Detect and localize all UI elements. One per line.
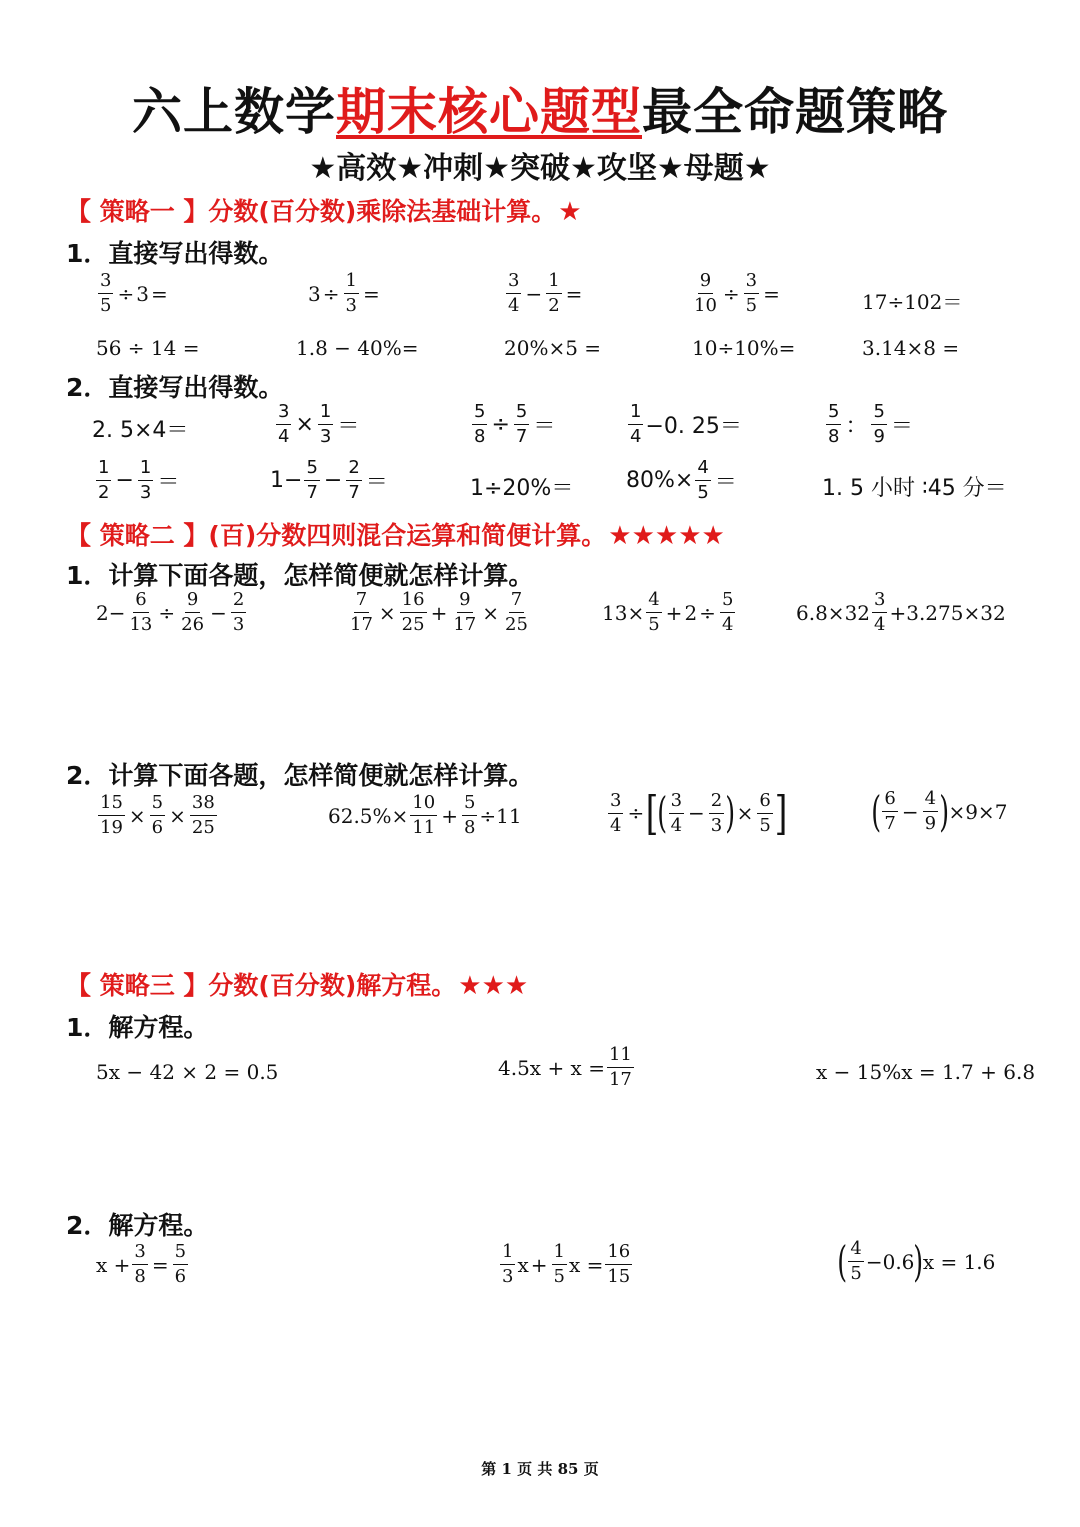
problem bbox=[690, 272, 782, 315]
difficulty-stars: ★★★★★ bbox=[608, 521, 725, 551]
fraction bbox=[757, 789, 772, 836]
fraction-numerator: 5 bbox=[720, 591, 735, 613]
fraction bbox=[872, 591, 887, 634]
problem bbox=[504, 272, 584, 315]
fraction bbox=[98, 794, 125, 837]
fraction bbox=[506, 272, 521, 315]
fraction bbox=[744, 272, 759, 315]
fraction-numerator: 1 bbox=[318, 403, 333, 425]
term: 3 bbox=[308, 281, 321, 306]
fraction-denominator: 25 bbox=[505, 614, 528, 635]
strategy-label: 【 策略三 】分数(百分数)解方程。 bbox=[66, 971, 457, 1000]
equation bbox=[498, 1046, 636, 1089]
fraction bbox=[552, 1243, 567, 1286]
fraction-denominator: 6 bbox=[151, 817, 164, 838]
operator: × bbox=[128, 803, 146, 828]
problem: 3.14×8 = bbox=[862, 336, 960, 360]
fraction-denominator: 3 bbox=[139, 482, 152, 503]
term: 13× bbox=[602, 600, 645, 625]
operator: − bbox=[323, 468, 343, 493]
fraction-numerator: 1 bbox=[500, 1243, 515, 1265]
fraction-denominator: 2 bbox=[98, 482, 110, 503]
fraction-numerator: 5 bbox=[304, 459, 319, 481]
operator: ＝ bbox=[533, 414, 556, 439]
fraction-denominator: 8 bbox=[828, 426, 840, 447]
operator: ＝ bbox=[157, 470, 180, 495]
operator: − bbox=[525, 281, 543, 306]
problem: 1. 5 小时 ∶45 分＝ bbox=[822, 476, 1007, 501]
fraction-denominator: 19 bbox=[100, 817, 123, 838]
fraction-numerator: 3 bbox=[608, 792, 623, 814]
title-text: 六上数学 bbox=[132, 83, 336, 141]
problem bbox=[96, 591, 248, 634]
fraction-denominator: 4 bbox=[508, 295, 520, 316]
fraction-denominator: 6 bbox=[174, 1266, 187, 1287]
operator: × bbox=[378, 600, 396, 625]
question-heading: 1．计算下面各题，怎样简便就怎样计算。 bbox=[66, 561, 534, 590]
operator: ÷ bbox=[699, 600, 716, 625]
operator: ＝ bbox=[365, 470, 388, 495]
question-heading: 2．解方程。 bbox=[66, 1211, 209, 1240]
fraction-numerator: 11 bbox=[607, 1046, 634, 1068]
problem bbox=[274, 403, 361, 446]
fraction-denominator: 7 bbox=[884, 813, 896, 834]
bracket: ) bbox=[725, 788, 736, 837]
fraction-denominator: 5 bbox=[759, 814, 771, 836]
operator: × bbox=[736, 801, 754, 825]
fraction-numerator: 5 bbox=[514, 403, 529, 425]
fraction-denominator: 5 bbox=[850, 1263, 862, 1284]
fraction-denominator: 7 bbox=[348, 482, 360, 503]
operator: − bbox=[210, 600, 227, 625]
operator: ＝ bbox=[337, 414, 360, 439]
term: 62.5%× bbox=[328, 803, 409, 828]
fraction-denominator: 10 bbox=[694, 295, 717, 316]
operator: ÷ bbox=[322, 281, 340, 306]
fraction-numerator: 9 bbox=[457, 591, 472, 613]
strategy-1-heading bbox=[66, 192, 582, 228]
operator: = bbox=[150, 281, 168, 306]
problem bbox=[606, 786, 788, 840]
fraction-denominator: 13 bbox=[129, 614, 153, 635]
fraction-numerator: 9 bbox=[185, 591, 200, 613]
fraction bbox=[472, 403, 487, 446]
term: −0.6 bbox=[865, 1249, 915, 1274]
fraction-numerator: 5 bbox=[462, 794, 477, 816]
fraction-numerator: 38 bbox=[190, 794, 217, 816]
fraction-denominator: 11 bbox=[412, 817, 436, 838]
operator: = bbox=[151, 1252, 169, 1277]
fraction-numerator: 1 bbox=[546, 272, 561, 294]
page-title bbox=[0, 72, 1080, 144]
problem bbox=[796, 591, 1006, 634]
operator: + bbox=[530, 1252, 548, 1277]
fraction-denominator: 5 bbox=[648, 614, 660, 635]
fraction bbox=[344, 272, 359, 315]
fraction-denominator: 3 bbox=[345, 295, 357, 316]
term: 2 bbox=[684, 600, 698, 625]
fraction-numerator: 1 bbox=[138, 459, 153, 481]
title-highlight: 期末核心题型 bbox=[336, 83, 642, 141]
fraction-denominator: 3 bbox=[232, 614, 245, 635]
question-heading: 1．直接写出得数。 bbox=[66, 239, 284, 268]
term: x + bbox=[96, 1252, 131, 1277]
fraction bbox=[692, 272, 719, 315]
fraction-denominator: 7 bbox=[515, 426, 528, 447]
fraction bbox=[546, 272, 561, 315]
fraction bbox=[451, 591, 478, 634]
operator: × bbox=[295, 412, 314, 437]
fraction-numerator: 4 bbox=[695, 459, 710, 481]
fraction bbox=[500, 1243, 515, 1286]
operator: − bbox=[901, 799, 919, 824]
fraction bbox=[882, 790, 897, 833]
fraction bbox=[923, 790, 938, 833]
fraction-numerator: 6 bbox=[757, 792, 772, 814]
problem bbox=[626, 403, 742, 446]
fraction-numerator: 3 bbox=[132, 1243, 147, 1265]
fraction-numerator: 5 bbox=[871, 403, 886, 425]
problem bbox=[96, 272, 170, 315]
fraction bbox=[607, 1046, 634, 1089]
fraction bbox=[348, 591, 375, 634]
title-text: 最全命题策略 bbox=[642, 83, 948, 141]
fraction-denominator: 4 bbox=[874, 614, 886, 635]
problem bbox=[308, 272, 382, 315]
problem: 1÷20%＝ bbox=[470, 476, 574, 501]
operator: ＝ bbox=[890, 414, 913, 439]
fraction bbox=[304, 459, 319, 502]
fraction-numerator: 16 bbox=[605, 1243, 632, 1265]
page-subtitle: ★高效★冲刺★突破★攻坚★母题★ bbox=[309, 151, 771, 186]
fraction-numerator: 5 bbox=[826, 403, 841, 425]
fraction bbox=[173, 1243, 188, 1286]
operator: × bbox=[169, 803, 186, 828]
equation bbox=[498, 1243, 634, 1286]
fraction-denominator: 17 bbox=[608, 1069, 632, 1090]
fraction-denominator: 3 bbox=[710, 814, 723, 836]
fraction-denominator: 4 bbox=[670, 814, 683, 836]
problem bbox=[328, 794, 522, 837]
term: x bbox=[517, 1252, 529, 1277]
fraction-numerator: 4 bbox=[923, 790, 938, 812]
fraction bbox=[400, 591, 427, 634]
fraction-numerator: 2 bbox=[231, 591, 246, 613]
fraction-denominator: 9 bbox=[873, 426, 885, 447]
fraction-denominator: 3 bbox=[319, 426, 332, 447]
fraction bbox=[410, 794, 437, 837]
fraction-denominator: 5 bbox=[697, 482, 709, 503]
operator: = bbox=[565, 281, 583, 306]
problem bbox=[871, 786, 1008, 836]
fraction-denominator: 4 bbox=[721, 614, 734, 635]
operator: ÷ bbox=[117, 281, 135, 306]
fraction-numerator: 3 bbox=[276, 403, 291, 425]
fraction-numerator: 3 bbox=[669, 792, 684, 814]
fraction bbox=[346, 459, 361, 502]
term: −0. 25＝ bbox=[645, 414, 742, 439]
problem bbox=[824, 403, 915, 446]
bracket: ( bbox=[837, 1236, 848, 1286]
term: x = 1.6 bbox=[922, 1249, 996, 1274]
operator: − bbox=[688, 801, 705, 825]
question-heading: 2．计算下面各题，怎样简便就怎样计算。 bbox=[66, 761, 534, 790]
fraction-denominator: 3 bbox=[502, 1266, 514, 1287]
fraction-numerator: 6 bbox=[133, 591, 148, 613]
problem: 1.8 − 40%= bbox=[296, 336, 419, 360]
term: 6.8×32 bbox=[796, 600, 871, 625]
fraction-denominator: 26 bbox=[181, 614, 205, 635]
fraction-numerator: 6 bbox=[882, 790, 897, 812]
operator: = bbox=[362, 281, 380, 306]
fraction-numerator: 16 bbox=[400, 591, 427, 613]
fraction-numerator: 5 bbox=[173, 1243, 188, 1265]
bracket: ( bbox=[871, 786, 882, 836]
fraction-denominator: 15 bbox=[607, 1266, 631, 1287]
term: 2− bbox=[96, 600, 126, 625]
fraction bbox=[848, 1240, 863, 1283]
problem: 20%×5 = bbox=[504, 336, 602, 360]
problem: 17÷102＝ bbox=[862, 290, 963, 314]
problem bbox=[94, 459, 181, 502]
term: 1− bbox=[270, 468, 303, 493]
fraction bbox=[871, 403, 886, 446]
fraction-numerator: 2 bbox=[346, 459, 361, 481]
fraction-numerator: 3 bbox=[744, 272, 759, 294]
fraction bbox=[96, 459, 111, 502]
fraction-numerator: 7 bbox=[509, 591, 524, 613]
operator: + bbox=[430, 600, 448, 625]
fraction-numerator: 4 bbox=[848, 1240, 863, 1262]
fraction bbox=[318, 403, 333, 446]
term: ÷11 bbox=[479, 803, 522, 828]
fraction bbox=[98, 272, 113, 315]
fraction bbox=[150, 794, 165, 837]
term: x = bbox=[568, 1252, 604, 1277]
problem bbox=[602, 591, 737, 634]
term: 3 bbox=[136, 281, 149, 306]
term: +3.275×32 bbox=[889, 600, 1006, 625]
fraction-numerator: 1 bbox=[628, 403, 643, 425]
problem bbox=[96, 794, 219, 837]
fraction bbox=[514, 403, 529, 446]
fraction bbox=[669, 789, 684, 836]
bracket: ) bbox=[939, 786, 950, 836]
fraction-denominator: 4 bbox=[278, 426, 290, 447]
fraction-numerator: 3 bbox=[506, 272, 521, 294]
fraction-denominator: 8 bbox=[134, 1266, 146, 1287]
strategy-label: 【 策略一 】分数(百分数)乘除法基础计算。 bbox=[66, 197, 557, 226]
operator: + bbox=[441, 803, 458, 828]
fraction-denominator: 5 bbox=[100, 295, 112, 316]
problem bbox=[626, 459, 739, 502]
fraction-numerator: 9 bbox=[698, 272, 713, 294]
fraction-numerator: 5 bbox=[150, 794, 165, 816]
operator: × bbox=[482, 600, 500, 625]
fraction-denominator: 5 bbox=[745, 295, 758, 316]
fraction bbox=[190, 794, 217, 837]
problem: 2. 5×4＝ bbox=[92, 418, 189, 443]
fraction bbox=[179, 591, 206, 634]
fraction-numerator: 10 bbox=[410, 794, 437, 816]
problem: 10÷10%= bbox=[692, 336, 796, 360]
equation bbox=[96, 1243, 190, 1286]
fraction bbox=[231, 591, 246, 634]
fraction-denominator: 8 bbox=[463, 817, 476, 838]
fraction-denominator: 17 bbox=[453, 614, 477, 635]
difficulty-stars: ★★★ bbox=[458, 971, 529, 1001]
fraction bbox=[608, 789, 623, 836]
page-footer: 第 1 页 共 85 页 bbox=[481, 1460, 599, 1478]
fraction-denominator: 7 bbox=[306, 482, 318, 503]
equation bbox=[837, 1236, 996, 1286]
operator: + bbox=[665, 600, 683, 625]
fraction bbox=[462, 794, 477, 837]
question-heading: 2．直接写出得数。 bbox=[66, 373, 284, 402]
problem bbox=[346, 591, 532, 634]
fraction bbox=[720, 591, 735, 634]
operator: ÷ bbox=[491, 412, 510, 437]
problem bbox=[270, 459, 390, 502]
difficulty-stars: ★ bbox=[558, 197, 582, 227]
fraction bbox=[695, 459, 710, 502]
operator: ： bbox=[845, 414, 868, 439]
fraction-denominator: 25 bbox=[401, 614, 425, 635]
strategy-label: 【 策略二 】(百)分数四则混合运算和简便计算。 bbox=[66, 521, 607, 550]
fraction-denominator: 5 bbox=[553, 1266, 565, 1287]
fraction-denominator: 4 bbox=[610, 814, 622, 836]
strategy-2-heading bbox=[66, 516, 725, 552]
operator: ÷ bbox=[158, 600, 176, 625]
fraction-numerator: 1 bbox=[552, 1243, 567, 1265]
term: 80%× bbox=[626, 468, 694, 493]
fraction-denominator: 2 bbox=[548, 295, 560, 316]
term: 4.5x + x = bbox=[498, 1055, 605, 1080]
operator: ＝ bbox=[714, 470, 737, 495]
fraction bbox=[127, 591, 154, 634]
fraction bbox=[503, 591, 530, 634]
fraction bbox=[826, 403, 841, 446]
operator: = bbox=[763, 281, 780, 306]
fraction bbox=[132, 1243, 147, 1286]
equation: x − 15%x = 1.7 + 6.8 bbox=[816, 1060, 1036, 1084]
fraction-numerator: 4 bbox=[646, 591, 661, 613]
fraction-numerator: 3 bbox=[872, 591, 887, 613]
operator: ÷ bbox=[627, 801, 645, 825]
fraction bbox=[628, 403, 643, 446]
problem: 56 ÷ 14 = bbox=[96, 336, 200, 360]
fraction-numerator: 15 bbox=[98, 794, 125, 816]
fraction bbox=[605, 1243, 632, 1286]
fraction bbox=[138, 459, 153, 502]
fraction-denominator: 9 bbox=[924, 813, 937, 834]
bracket: ) bbox=[913, 1236, 924, 1286]
fraction bbox=[646, 591, 661, 634]
operator: − bbox=[115, 468, 134, 493]
fraction-numerator: 7 bbox=[354, 591, 369, 613]
operator: ÷ bbox=[722, 281, 740, 306]
question-heading: 1．解方程。 bbox=[66, 1013, 209, 1042]
fraction-numerator: 1 bbox=[344, 272, 359, 294]
bracket: ( bbox=[657, 788, 668, 837]
strategy-3-heading bbox=[66, 966, 528, 1002]
term: ×9×7 bbox=[948, 799, 1008, 824]
fraction-denominator: 17 bbox=[350, 614, 373, 635]
fraction-numerator: 3 bbox=[98, 272, 113, 294]
bracket: [ bbox=[645, 786, 659, 840]
equation: 5x − 42 × 2 = 0.5 bbox=[96, 1060, 279, 1084]
bracket: ] bbox=[774, 786, 788, 840]
fraction-numerator: 2 bbox=[709, 792, 724, 814]
fraction bbox=[276, 403, 291, 446]
fraction-denominator: 25 bbox=[191, 817, 215, 838]
problem bbox=[470, 403, 557, 446]
fraction-numerator: 1 bbox=[96, 459, 111, 481]
fraction bbox=[709, 789, 724, 836]
fraction-denominator: 8 bbox=[474, 426, 486, 447]
fraction-denominator: 4 bbox=[630, 426, 642, 447]
fraction-numerator: 5 bbox=[472, 403, 487, 425]
